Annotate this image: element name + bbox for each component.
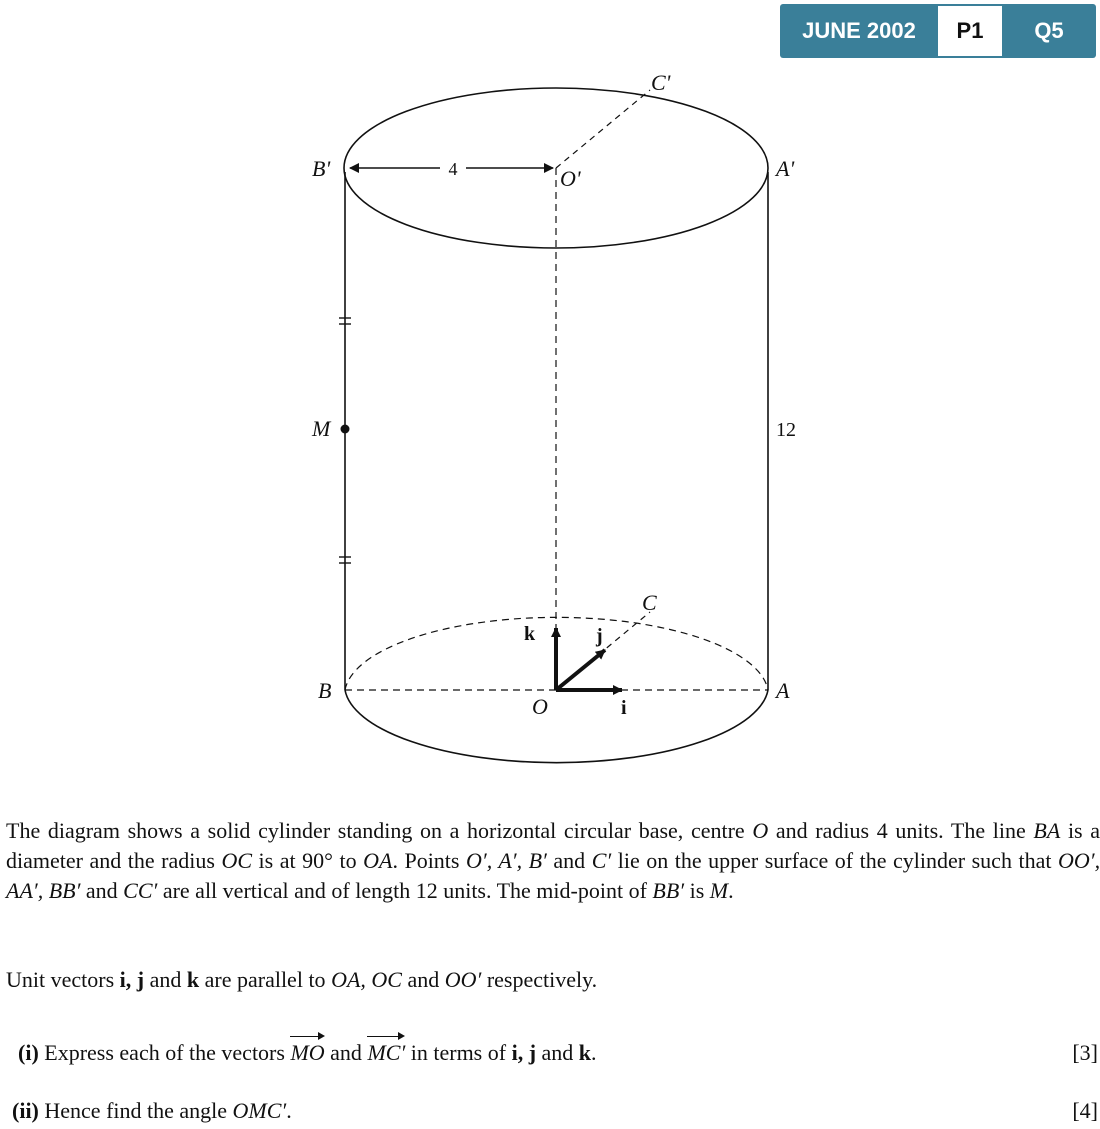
radius-label: 4 (448, 159, 458, 179)
marks: [4] (1072, 1098, 1098, 1123)
question-part-i: (i) Express each of the vectors MO and MC′ in terms of i, j and k. [3] (18, 1038, 1098, 1068)
label-M: M (312, 416, 331, 441)
vector-MO: MO (290, 1038, 324, 1068)
part-label: (i) (18, 1040, 39, 1065)
part-label: (ii) (12, 1098, 39, 1123)
label-O-prime: O' (560, 166, 581, 191)
label-B-prime: B' (312, 156, 331, 181)
label-A: A (776, 678, 790, 703)
badge-question: Q5 (1002, 4, 1096, 58)
badge-paper: P1 (938, 4, 1002, 58)
radius-O-prime-C-prime (556, 90, 650, 168)
bottom-front-arc (345, 690, 768, 763)
unit-vectors-statement: Unit vectors i, j and k are parallel to OA, OC and OO′ respectively. (6, 967, 598, 992)
label-j: j (596, 625, 603, 647)
label-B: B (318, 678, 332, 703)
angle-OMC-prime: OMC′ (232, 1098, 287, 1123)
vector-MC-prime: MC′ (367, 1038, 405, 1068)
marks: [3] (1072, 1040, 1098, 1065)
label-O: O (532, 694, 548, 719)
badge-date: JUNE 2002 (780, 4, 938, 58)
question-part-ii: (ii) Hence find the angle OMC′. [4] (12, 1096, 1098, 1126)
label-height: 12 (776, 419, 796, 441)
label-i: i (621, 697, 627, 719)
point-M (341, 425, 350, 434)
label-k: k (524, 623, 536, 645)
vector-j (556, 650, 605, 690)
label-C-prime: C' (651, 70, 671, 95)
problem-description: The diagram shows a solid cylinder standing on a horizontal circular base, centre O and radius 4 units. The line BA is a diameter and the radius OC is at 90° to OA. Points O′, A′, B′ and C′ lie on the upper surface of the cylinder such that OO′, AA′, BB′ and CC′ are all vertical and of length 12 units. The mid-point of BB′ is M. (6, 818, 1100, 903)
label-A-prime: A' (776, 156, 795, 181)
label-C: C (642, 590, 657, 615)
